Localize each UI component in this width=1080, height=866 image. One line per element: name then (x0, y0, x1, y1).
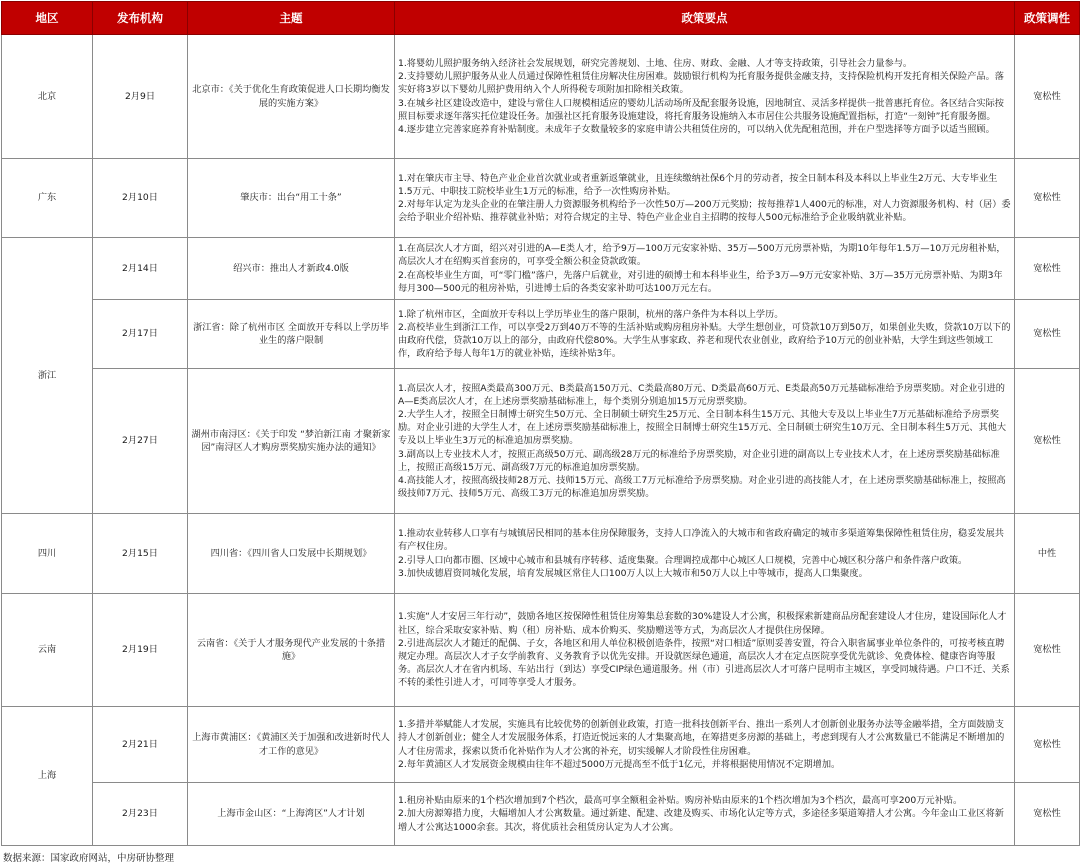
table-row (2, 159, 1080, 238)
header-points: 政策要点 (395, 2, 1015, 35)
policy-point: 2.引进高层次人才随迁的配偶、子女，各地区和用人单位积极创造条件，按照“对口相适”原则妥善安置，符合入职省属事业单位条件的，可按考核直聘规定办理。高层次人才子女学前教育、义务教育予以优先安排。开设就医绿色通道，高层次人才在定点医院享受优先就诊、免费体检、健康咨询等服务。高层次人才在省内机场、车站出行（到达）享受CIP绿色通道服务。州（市）引进高层次人才可落户昆明市主城区，享受同城待遇。户口不迁、关系不转的柔性引进人才，可同等享受人才服务。 (398, 637, 1010, 689)
tone-cell: 宽松性 (1015, 707, 1080, 783)
table-row (2, 783, 1080, 846)
policy-point: 2.高校毕业生到浙江工作，可以享受2万到40万不等的生活补贴或购房租房补贴。大学生想创业，可贷款10万到50万，如果创业失败，贷款10万以下的由政府代偿，贷款10万以上的部分，由政府代偿80%。大学生从事家政、养老和现代农业创业，政府给予10万元的创业补贴，大学生到这些领域工作，政府给予每人每年1万的就业补贴，连续补贴3年。 (398, 321, 1011, 360)
tone-cell: 宽松性 (1015, 300, 1080, 369)
date-cell: 2月15日 (93, 514, 188, 594)
header-row (2, 2, 1080, 35)
table-row (2, 35, 1080, 159)
policy-point: 3.在城乡社区建设改造中，建设与常住人口规模相适应的婴幼儿活动场所及配套服务设施，因地制宜、灵活多样提供一批普惠托育位。各区结合实际按照目标要求逐年落实托位建设任务。加强社区托育服务设施建设，将托育服务设施纳入本市居住公共服务设施配置指标，打造“一刻钟”托育服务圈。 (398, 97, 1004, 122)
tone-cell: 宽松性 (1015, 369, 1080, 514)
region-cell-sichuan: 四川 (2, 514, 93, 594)
date-cell: 2月27日 (93, 369, 188, 514)
policy-point: 1.高层次人才，按照A类最高300万元、B类最高150万元、C类最高80万元、D类最高60万元、E类最高50万元基础标准给予房票奖励。对企业引进的A—E类高层次人才，在上述房票奖励基础标准上，每个类别分别追加15万元房票奖励。 (398, 382, 1005, 407)
policy-point: 2.在高校毕业生方面，可“零门槛”落户，先落户后就业，对引进的硕博士和本科毕业生，给予3万—9万元安家补贴、3万—35万元房票补贴、为期3年每月300—500元的租房补贴，引进博士后的各类安家补助可达100万元左右。 (398, 269, 1003, 294)
header-region: 地区 (2, 2, 93, 35)
tone-cell: 中性 (1015, 514, 1080, 594)
points-cell (395, 594, 1015, 707)
table-row (2, 594, 1080, 707)
policy-point: 3.加快成德眉资同城化发展，培育发展城区常住人口100万人以上大城市和50万人以上中等城市，提高人口集聚度。 (398, 567, 868, 579)
topic-cell: 浙江省：除了杭州市区 全面放开专科以上学历毕业生的落户限制 (188, 300, 395, 369)
policy-table (1, 1, 1080, 846)
table-row (2, 707, 1080, 783)
date-cell: 2月19日 (93, 594, 188, 707)
points-cell (395, 514, 1015, 594)
points-cell (395, 707, 1015, 783)
points-cell (395, 159, 1015, 238)
policy-point: 2.每年黄浦区人才发展资金规模由往年不超过5000万元提高至不低于1亿元，并将根据使用情况不定期增加。 (398, 758, 841, 770)
points-cell (395, 238, 1015, 300)
date-cell: 2月17日 (93, 300, 188, 369)
date-cell: 2月23日 (93, 783, 188, 846)
policy-point: 4.高技能人才，按照高级技师28万元、技师15万元、高级工7万元标准给予房票奖励。对企业引进的高技能人才，在上述房票奖励基础标准上，按照高级技师7万元、技师5万元、高级工3万元的标准追加房票奖励。 (398, 475, 1006, 500)
table-row (2, 238, 1080, 300)
table-row (2, 300, 1080, 369)
tone-cell: 宽松性 (1015, 35, 1080, 159)
topic-cell: 肇庆市：出台“用工十条” (188, 159, 395, 238)
points-cell (395, 369, 1015, 514)
topic-cell: 四川省：《四川省人口发展中长期规划》 (188, 514, 395, 594)
policy-point: 1.将婴幼儿照护服务纳入经济社会发展规划，研究完善规划、土地、住房、财政、金融、人才等支持政策，引导社会力量参与。 (398, 57, 913, 69)
policy-point: 3.副高以上专业技术人才，按照正高级50万元、副高级28万元的标准给予房票奖励，对企业引进的副高以上专业技术人才，在上述房票奖励基础标准上，按照正高级15万元、副高级7万元的标准追加房票奖励。 (398, 448, 1000, 473)
region-cell-shanghai: 上海 (2, 707, 93, 846)
tone-cell: 宽松性 (1015, 594, 1080, 707)
topic-cell: 绍兴市：推出人才新政4.0版 (188, 238, 395, 300)
policy-point: 1.在高层次人才方面，绍兴对引进的A—E类人才，给予9万—100万元安家补贴、35万—500万元房票补贴，为期10年每年1.5万—10万元房租补贴，高层次人才在绍购买首套房的，可享受全额公积金贷款政策。 (398, 243, 1006, 268)
header-topic: 主题 (188, 2, 395, 35)
policy-point: 2.支持婴幼儿照护服务从业人员通过保障性租赁住房解决住房困难。鼓励银行机构为托育服务提供金融支持，支持保险机构开发托育相关保险产品。落实好将3岁以下婴幼儿照护费用纳入个人所得税专项附加扣除相关政策。 (398, 71, 1004, 96)
topic-cell: 上海市黄浦区：《黄浦区关于加强和改进新时代人才工作的意见》 (188, 707, 395, 783)
table-row (2, 514, 1080, 594)
region-cell-guangdong: 广东 (2, 159, 93, 238)
topic-cell: 云南省：《关于人才服务现代产业发展的十条措施》 (188, 594, 395, 707)
topic-cell: 湖州市南浔区：《关于印发 “梦泊新江南 才聚新家园”南浔区人才购房票奖励实施办法的通知》 (188, 369, 395, 514)
policy-point: 2.大学生人才，按照全日制博士研究生50万元、全日制硕士研究生25万元、全日制本科生15万元、其他大专及以上毕业生7万元基础标准给予房票奖励。对企业引进的大学生人才，在上述房票奖励基础标准上，按照全日制博士研究生15万元、全日制硕士研究生10万元、全日制本科生5万元、其他大专及以上毕业生3万元的标准追加房票奖励。 (398, 408, 1007, 447)
region-cell-zhejiang: 浙江 (2, 238, 93, 514)
topic-cell: 北京市：《关于优化生育政策促进人口长期均衡发展的实施方案》 (188, 35, 395, 159)
table-row (2, 369, 1080, 514)
region-cell-beijing: 北京 (2, 35, 93, 159)
policy-point: 1.推动农业转移人口享有与城镇居民相同的基本住房保障服务，支持人口净流入的大城市和省政府确定的城市多渠道筹集保障性租赁住房，稳妥发展共有产权住房。 (398, 528, 1004, 553)
policy-point: 4.逐步建立完善家庭养育补贴制度。未成年子女数量较多的家庭申请公共租赁住房的，可以纳入优先配租范围，并在户型选择等方面予以适当照顾。 (398, 123, 995, 135)
region-cell-yunnan: 云南 (2, 594, 93, 707)
policy-point: 2.引导人口向都市圈、区域中心城市和县城有序转移、适度集聚。合理调控成都中心城区人口规模，完善中心城区积分落户和条件落户政策。 (398, 554, 968, 566)
date-cell: 2月10日 (93, 159, 188, 238)
policy-point: 1.租房补贴由原来的1个档次增加到7个档次，最高可享全额租金补贴。购房补贴由原来的1个档次增加为3个档次，最高可享200万元补贴。 (398, 795, 963, 807)
points-cell (395, 783, 1015, 846)
header-tone: 政策调性 (1015, 2, 1080, 35)
date-cell: 2月21日 (93, 707, 188, 783)
header-issuer: 发布机构 (93, 2, 188, 35)
tone-cell: 宽松性 (1015, 238, 1080, 300)
tone-cell: 宽松性 (1015, 783, 1080, 846)
source-note: 数据来源：国家政府网站，中房研协整理 (3, 853, 175, 864)
policy-point: 1.除了杭州市区，全面放开专科以上学历毕业生的落户限制，杭州的落户条件为本科以上学历。 (398, 308, 784, 320)
points-cell (395, 300, 1015, 369)
policy-point: 2.加大房源筹措力度，大幅增加人才公寓数量。通过新建、配建、改建及购买、市场化认定等方式，多途径多渠道筹措人才公寓。今年金山工业区将新增人才公寓达1000余套。其次，将优质社会租赁房认定为人才公寓。 (398, 808, 1004, 833)
policy-point: 1.多措并举赋能人才发展，实施具有比较优势的创新创业政策，打造一批科技创新平台、推出一系列人才创新创业服务办法等金融举措，全方面鼓励支持人才创新创业；健全人才发展服务体系，打造近悦远来的人才集聚高地，在筹措更多房源的基础上，考虑到现有人才公寓数量已不能满足不断增加的人才住房需求，探索以货币化补贴作为人才公寓的补充，切实缓解人才阶段性住房困难。 (398, 719, 1005, 757)
date-cell: 2月14日 (93, 238, 188, 300)
points-cell (395, 35, 1015, 159)
topic-cell: 上海市金山区：“上海湾区”人才计划 (188, 783, 395, 846)
date-cell: 2月9日 (93, 35, 188, 159)
policy-point: 1.对在肇庆市主导、特色产业企业首次就业或者重新返肇就业，且连续缴纳社保6个月的劳动者，按全日制本科及本科以上毕业生2万元、大专毕业生1.5万元、中职技工院校毕业生1万元的标准，给予一次性购房补贴。 (398, 172, 998, 197)
policy-point: 1.实施“人才安居三年行动”，鼓励各地区按保障性租赁住房筹集总套数的30%建设人才公寓，积极探索新建商品房配套建设人才住房，建设国际化人才社区，综合采取安家补贴、购（租）房补贴、成本价购买、奖励赠送等方式，为高层次人才提供住房保障。 (398, 611, 1007, 636)
policy-point: 2.对每年认定为龙头企业的在肇注册人力资源服务机构给予一次性50万—200万元奖励；按每推荐1人400元的标准，对人力资源服务机构、村（居）委会给予职业介绍补贴、推荐就业补贴；对符合规定的主导、特色产业企业自主招聘的按每人500元标准给予企业吸纳就业补贴。 (398, 199, 1011, 224)
tone-cell: 宽松性 (1015, 159, 1080, 238)
